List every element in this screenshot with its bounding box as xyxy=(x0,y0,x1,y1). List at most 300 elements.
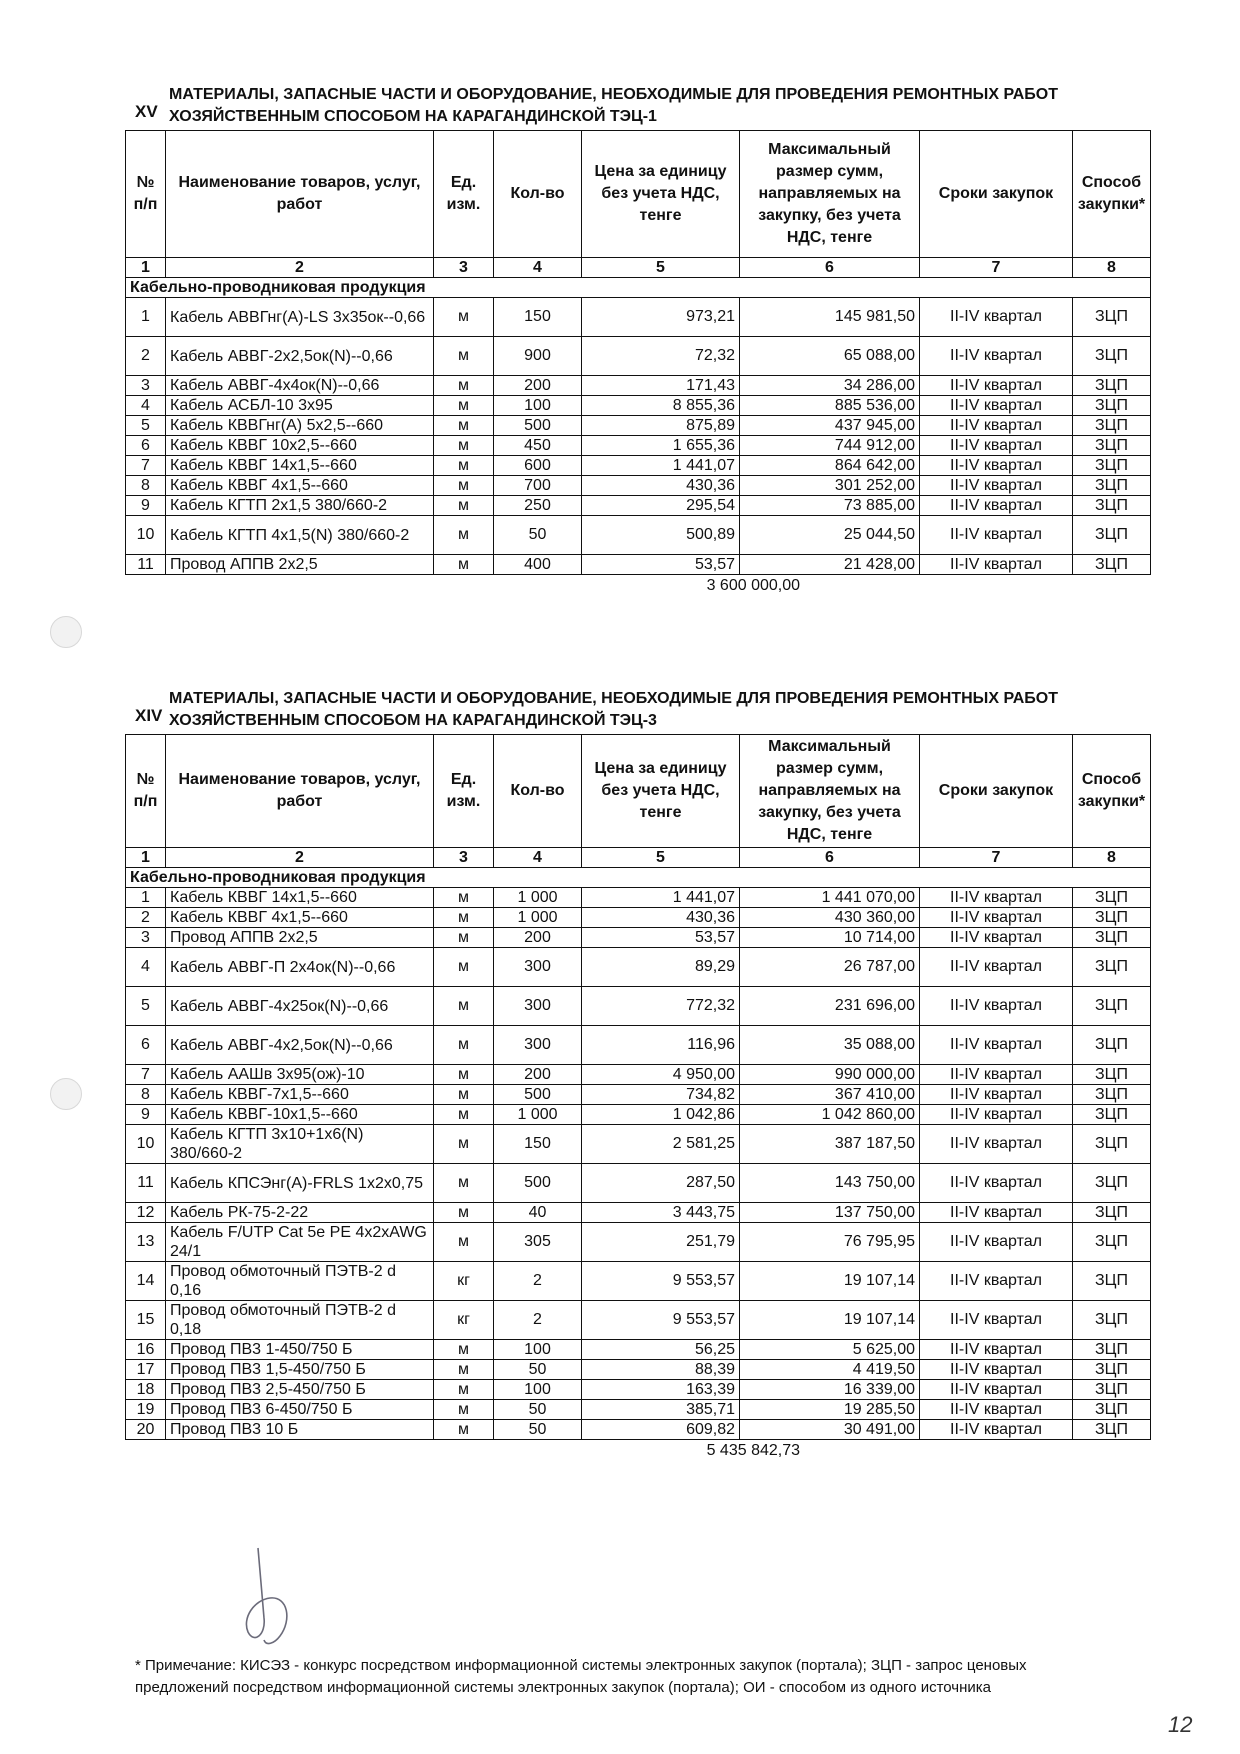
item-quantity: 100 xyxy=(494,396,582,416)
item-unit-price: 53,57 xyxy=(582,555,740,575)
item-quantity: 500 xyxy=(494,416,582,436)
item-purchase-method: ЗЦП xyxy=(1073,376,1151,396)
section-tec1 xyxy=(125,78,1146,599)
item-purchase-method: ЗЦП xyxy=(1073,1125,1151,1164)
item-unit: м xyxy=(434,908,494,928)
item-unit: м xyxy=(434,1085,494,1105)
item-name: Провод АППВ 2х2,5 xyxy=(166,555,434,575)
item-purchase-method: ЗЦП xyxy=(1073,1262,1151,1301)
row-number: 13 xyxy=(126,1223,166,1262)
items-table xyxy=(125,130,1151,575)
item-purchase-method: ЗЦП xyxy=(1073,436,1151,456)
item-purchase-period: II-IV квартал xyxy=(920,1085,1073,1105)
item-quantity: 50 xyxy=(494,516,582,555)
column-number-row xyxy=(126,848,1151,868)
item-unit-price: 9 553,57 xyxy=(582,1301,740,1340)
item-unit-price: 1 042,86 xyxy=(582,1105,740,1125)
item-purchase-period: II-IV квартал xyxy=(920,987,1073,1026)
item-purchase-method: ЗЦП xyxy=(1073,496,1151,516)
item-name: Провод обмоточный ПЭТВ-2 d 0,16 xyxy=(166,1262,434,1301)
item-max-sum: 864 642,00 xyxy=(740,456,920,476)
item-unit-price: 430,36 xyxy=(582,476,740,496)
col-header-price: Цена за единицу без учета НДС, тенге xyxy=(582,131,740,258)
table-row xyxy=(126,496,1151,516)
table-row xyxy=(126,1420,1151,1440)
item-unit-price: 8 855,36 xyxy=(582,396,740,416)
col-header-max-sum: Максимальный размер сумм, направляемых на закупку, без учета НДС, тенге xyxy=(740,735,920,848)
row-number: 3 xyxy=(126,928,166,948)
table-row xyxy=(126,908,1151,928)
col-header-name: Наименование товаров, услуг, работ xyxy=(166,131,434,258)
item-unit: м xyxy=(434,1026,494,1065)
row-number: 5 xyxy=(126,416,166,436)
table-row xyxy=(126,1223,1151,1262)
item-unit: м xyxy=(434,298,494,337)
item-unit: м xyxy=(434,456,494,476)
item-max-sum: 301 252,00 xyxy=(740,476,920,496)
row-number: 3 xyxy=(126,376,166,396)
column-number: 3 xyxy=(434,258,494,278)
item-purchase-period: II-IV квартал xyxy=(920,908,1073,928)
table-row xyxy=(126,1085,1151,1105)
item-purchase-method: ЗЦП xyxy=(1073,1105,1151,1125)
item-purchase-period: II-IV квартал xyxy=(920,436,1073,456)
item-purchase-method: ЗЦП xyxy=(1073,337,1151,376)
item-name: Провод ПВ3 6-450/750 Б xyxy=(166,1400,434,1420)
col-header-no: № п/п xyxy=(126,131,166,258)
item-unit-price: 500,89 xyxy=(582,516,740,555)
item-purchase-period: II-IV квартал xyxy=(920,396,1073,416)
item-unit: м xyxy=(434,555,494,575)
table-row xyxy=(126,1380,1151,1400)
item-unit-price: 973,21 xyxy=(582,298,740,337)
row-number: 17 xyxy=(126,1360,166,1380)
section-total: 5 435 842,73 xyxy=(706,1442,800,1459)
item-unit-price: 116,96 xyxy=(582,1026,740,1065)
section-title-line2: ХОЗЯЙСТВЕННЫМ СПОСОБОМ НА КАРАГАНДИНСКОЙ ТЭЦ-1 xyxy=(169,108,657,125)
section-title-line2: ХОЗЯЙСТВЕННЫМ СПОСОБОМ НА КАРАГАНДИНСКОЙ ТЭЦ-3 xyxy=(169,712,657,729)
table-row xyxy=(126,1262,1151,1301)
section-title xyxy=(169,688,1058,732)
item-unit: кг xyxy=(434,1262,494,1301)
item-quantity: 1 000 xyxy=(494,1105,582,1125)
row-number: 7 xyxy=(126,1065,166,1085)
column-number: 8 xyxy=(1073,258,1151,278)
item-name: Кабель КВВГ-10х1,5--660 xyxy=(166,1105,434,1125)
item-purchase-method: ЗЦП xyxy=(1073,555,1151,575)
table-row xyxy=(126,1065,1151,1085)
item-unit-price: 171,43 xyxy=(582,376,740,396)
column-number-row xyxy=(126,258,1151,278)
item-max-sum: 744 912,00 xyxy=(740,436,920,456)
row-number: 2 xyxy=(126,908,166,928)
column-number: 3 xyxy=(434,848,494,868)
item-purchase-method: ЗЦП xyxy=(1073,298,1151,337)
item-purchase-period: II-IV квартал xyxy=(920,1065,1073,1085)
item-unit-price: 287,50 xyxy=(582,1164,740,1203)
row-number: 16 xyxy=(126,1340,166,1360)
col-header-qty: Кол-во xyxy=(494,131,582,258)
item-max-sum: 4 419,50 xyxy=(740,1360,920,1380)
table-row xyxy=(126,1360,1151,1380)
item-unit: м xyxy=(434,1380,494,1400)
item-purchase-method: ЗЦП xyxy=(1073,516,1151,555)
item-purchase-method: ЗЦП xyxy=(1073,1400,1151,1420)
row-number: 15 xyxy=(126,1301,166,1340)
section-total: 3 600 000,00 xyxy=(706,577,800,594)
category-row xyxy=(126,868,1151,888)
item-name: Кабель КПСЭнг(А)-FRLS 1х2х0,75 xyxy=(166,1164,434,1203)
item-unit: м xyxy=(434,987,494,1026)
item-unit-price: 1 441,07 xyxy=(582,888,740,908)
item-unit: м xyxy=(434,888,494,908)
item-max-sum: 143 750,00 xyxy=(740,1164,920,1203)
item-name: Кабель КГТП 3х10+1х6(N) 380/660-2 xyxy=(166,1125,434,1164)
table-row xyxy=(126,376,1151,396)
item-unit: м xyxy=(434,516,494,555)
item-name: Кабель АВВГ-П 2х4ок(N)--0,66 xyxy=(166,948,434,987)
row-number: 8 xyxy=(126,476,166,496)
column-number: 4 xyxy=(494,848,582,868)
table-header-row xyxy=(126,735,1151,848)
row-number: 1 xyxy=(126,298,166,337)
column-number: 7 xyxy=(920,848,1073,868)
item-unit: м xyxy=(434,1065,494,1085)
col-header-name: Наименование товаров, услуг, работ xyxy=(166,735,434,848)
table-row xyxy=(126,888,1151,908)
item-quantity: 2 xyxy=(494,1301,582,1340)
item-purchase-period: II-IV квартал xyxy=(920,1203,1073,1223)
item-quantity: 50 xyxy=(494,1360,582,1380)
item-purchase-method: ЗЦП xyxy=(1073,416,1151,436)
item-purchase-period: II-IV квартал xyxy=(920,1360,1073,1380)
item-purchase-period: II-IV квартал xyxy=(920,1340,1073,1360)
item-unit-price: 9 553,57 xyxy=(582,1262,740,1301)
item-unit-price: 163,39 xyxy=(582,1380,740,1400)
item-quantity: 40 xyxy=(494,1203,582,1223)
item-quantity: 200 xyxy=(494,376,582,396)
category-row xyxy=(126,278,1151,298)
table-row xyxy=(126,1340,1151,1360)
item-max-sum: 65 088,00 xyxy=(740,337,920,376)
row-number: 18 xyxy=(126,1380,166,1400)
item-unit-price: 875,89 xyxy=(582,416,740,436)
item-unit-price: 88,39 xyxy=(582,1360,740,1380)
item-quantity: 100 xyxy=(494,1380,582,1400)
item-max-sum: 430 360,00 xyxy=(740,908,920,928)
col-header-period: Сроки закупок xyxy=(920,131,1073,258)
item-purchase-method: ЗЦП xyxy=(1073,1085,1151,1105)
item-name: Кабель КВВГ 10х2,5--660 xyxy=(166,436,434,456)
item-max-sum: 387 187,50 xyxy=(740,1125,920,1164)
section-header xyxy=(125,682,1130,734)
item-unit-price: 430,36 xyxy=(582,908,740,928)
handwritten-signature xyxy=(240,1540,310,1650)
table-row xyxy=(126,337,1151,376)
item-unit: м xyxy=(434,1125,494,1164)
item-unit: м xyxy=(434,1203,494,1223)
item-purchase-method: ЗЦП xyxy=(1073,948,1151,987)
item-unit: м xyxy=(434,416,494,436)
item-purchase-period: II-IV квартал xyxy=(920,1301,1073,1340)
row-number: 1 xyxy=(126,888,166,908)
table-row xyxy=(126,476,1151,496)
column-number: 8 xyxy=(1073,848,1151,868)
item-quantity: 500 xyxy=(494,1164,582,1203)
item-quantity: 600 xyxy=(494,456,582,476)
row-number: 9 xyxy=(126,496,166,516)
row-number: 8 xyxy=(126,1085,166,1105)
column-number: 2 xyxy=(166,258,434,278)
punch-hole-bottom xyxy=(50,1078,82,1110)
col-header-method: Способ закупки* xyxy=(1073,131,1151,258)
table-row xyxy=(126,516,1151,555)
item-unit-price: 2 581,25 xyxy=(582,1125,740,1164)
item-purchase-method: ЗЦП xyxy=(1073,1065,1151,1085)
item-quantity: 400 xyxy=(494,555,582,575)
punch-hole-top xyxy=(50,616,82,648)
item-purchase-period: II-IV квартал xyxy=(920,1125,1073,1164)
item-quantity: 450 xyxy=(494,436,582,456)
item-unit-price: 609,82 xyxy=(582,1420,740,1440)
row-number: 5 xyxy=(126,987,166,1026)
item-name: Провод ПВ3 1,5-450/750 Б xyxy=(166,1360,434,1380)
item-max-sum: 25 044,50 xyxy=(740,516,920,555)
item-name: Провод ПВ3 1-450/750 Б xyxy=(166,1340,434,1360)
table-row xyxy=(126,1105,1151,1125)
item-max-sum: 26 787,00 xyxy=(740,948,920,987)
item-purchase-period: II-IV квартал xyxy=(920,376,1073,396)
row-number: 12 xyxy=(126,1203,166,1223)
table-row xyxy=(126,928,1151,948)
item-unit-price: 251,79 xyxy=(582,1223,740,1262)
item-unit-price: 53,57 xyxy=(582,928,740,948)
item-unit: кг xyxy=(434,1301,494,1340)
item-unit-price: 1 655,36 xyxy=(582,436,740,456)
items-table xyxy=(125,734,1151,1440)
row-number: 10 xyxy=(126,1125,166,1164)
item-name: Кабель КВВГ-7х1,5--660 xyxy=(166,1085,434,1105)
item-purchase-period: II-IV квартал xyxy=(920,888,1073,908)
column-number: 5 xyxy=(582,848,740,868)
col-header-max-sum: Максимальный размер сумм, направляемых на закупку, без учета НДС, тенге xyxy=(740,131,920,258)
item-purchase-period: II-IV квартал xyxy=(920,337,1073,376)
item-unit: м xyxy=(434,1340,494,1360)
item-purchase-method: ЗЦП xyxy=(1073,1340,1151,1360)
table-row xyxy=(126,1125,1151,1164)
item-unit: м xyxy=(434,1164,494,1203)
item-name: Кабель КВВГнг(А) 5х2,5--660 xyxy=(166,416,434,436)
item-max-sum: 137 750,00 xyxy=(740,1203,920,1223)
item-unit-price: 734,82 xyxy=(582,1085,740,1105)
column-number: 1 xyxy=(126,258,166,278)
col-header-qty: Кол-во xyxy=(494,735,582,848)
item-name: Провод АППВ 2х2,5 xyxy=(166,928,434,948)
column-number: 4 xyxy=(494,258,582,278)
item-purchase-period: II-IV квартал xyxy=(920,298,1073,337)
item-quantity: 150 xyxy=(494,1125,582,1164)
section-title-line1: МАТЕРИАЛЫ, ЗАПАСНЫЕ ЧАСТИ И ОБОРУДОВАНИЕ, НЕОБХОДИМЫЕ ДЛЯ ПРОВЕДЕНИЯ РЕМОНТНЫХ РАБОТ xyxy=(169,86,1058,103)
column-number: 7 xyxy=(920,258,1073,278)
item-quantity: 1 000 xyxy=(494,888,582,908)
item-purchase-method: ЗЦП xyxy=(1073,1164,1151,1203)
column-number: 1 xyxy=(126,848,166,868)
item-quantity: 300 xyxy=(494,987,582,1026)
row-number: 2 xyxy=(126,337,166,376)
row-number: 7 xyxy=(126,456,166,476)
item-quantity: 2 xyxy=(494,1262,582,1301)
item-unit: м xyxy=(434,1420,494,1440)
item-purchase-period: II-IV квартал xyxy=(920,1164,1073,1203)
table-row xyxy=(126,948,1151,987)
item-purchase-method: ЗЦП xyxy=(1073,1420,1151,1440)
column-number: 6 xyxy=(740,258,920,278)
col-header-period: Сроки закупок xyxy=(920,735,1073,848)
item-purchase-method: ЗЦП xyxy=(1073,1301,1151,1340)
table-row xyxy=(126,1026,1151,1065)
item-max-sum: 30 491,00 xyxy=(740,1420,920,1440)
item-max-sum: 990 000,00 xyxy=(740,1065,920,1085)
category-label: Кабельно-проводниковая продукция xyxy=(126,868,1151,888)
table-row xyxy=(126,436,1151,456)
item-unit: м xyxy=(434,496,494,516)
item-purchase-period: II-IV квартал xyxy=(920,1026,1073,1065)
section-tec3 xyxy=(125,682,1146,1464)
item-max-sum: 145 981,50 xyxy=(740,298,920,337)
item-unit: м xyxy=(434,436,494,456)
item-unit-price: 1 441,07 xyxy=(582,456,740,476)
item-unit: м xyxy=(434,476,494,496)
item-max-sum: 10 714,00 xyxy=(740,928,920,948)
item-purchase-period: II-IV квартал xyxy=(920,516,1073,555)
row-number: 9 xyxy=(126,1105,166,1125)
item-name: Кабель КВВГ 14х1,5--660 xyxy=(166,888,434,908)
table-row xyxy=(126,396,1151,416)
row-number: 11 xyxy=(126,555,166,575)
item-max-sum: 885 536,00 xyxy=(740,396,920,416)
item-purchase-period: II-IV квартал xyxy=(920,496,1073,516)
table-row xyxy=(126,555,1151,575)
col-header-unit: Ед. изм. xyxy=(434,735,494,848)
item-purchase-period: II-IV квартал xyxy=(920,456,1073,476)
item-quantity: 300 xyxy=(494,948,582,987)
item-max-sum: 5 625,00 xyxy=(740,1340,920,1360)
item-unit-price: 295,54 xyxy=(582,496,740,516)
item-quantity: 150 xyxy=(494,298,582,337)
section-title xyxy=(169,84,1058,128)
item-purchase-method: ЗЦП xyxy=(1073,476,1151,496)
item-name: Кабель АВВГ-4х4ок(N)--0,66 xyxy=(166,376,434,396)
item-unit: м xyxy=(434,1360,494,1380)
item-name: Кабель АВВГ-4х2,5ок(N)--0,66 xyxy=(166,1026,434,1065)
item-unit-price: 56,25 xyxy=(582,1340,740,1360)
row-number: 6 xyxy=(126,1026,166,1065)
item-purchase-method: ЗЦП xyxy=(1073,928,1151,948)
section-roman-number: XIV xyxy=(135,706,163,725)
column-number: 2 xyxy=(166,848,434,868)
table-row xyxy=(126,1203,1151,1223)
item-max-sum: 35 088,00 xyxy=(740,1026,920,1065)
row-number: 6 xyxy=(126,436,166,456)
item-unit-price: 89,29 xyxy=(582,948,740,987)
item-unit: м xyxy=(434,928,494,948)
table-row xyxy=(126,416,1151,436)
item-quantity: 100 xyxy=(494,1340,582,1360)
item-name: Кабель КВВГ 4х1,5--660 xyxy=(166,908,434,928)
item-quantity: 305 xyxy=(494,1223,582,1262)
item-name: Провод ПВ3 10 Б xyxy=(166,1420,434,1440)
item-name: Кабель КГТП 4х1,5(N) 380/660-2 xyxy=(166,516,434,555)
item-purchase-period: II-IV квартал xyxy=(920,1262,1073,1301)
table-row xyxy=(126,987,1151,1026)
item-max-sum: 19 107,14 xyxy=(740,1301,920,1340)
item-purchase-method: ЗЦП xyxy=(1073,1380,1151,1400)
table-row xyxy=(126,456,1151,476)
item-purchase-method: ЗЦП xyxy=(1073,1203,1151,1223)
item-quantity: 50 xyxy=(494,1400,582,1420)
item-quantity: 50 xyxy=(494,1420,582,1440)
item-unit: м xyxy=(434,948,494,987)
item-quantity: 900 xyxy=(494,337,582,376)
col-header-unit: Ед. изм. xyxy=(434,131,494,258)
item-purchase-period: II-IV квартал xyxy=(920,1380,1073,1400)
item-purchase-period: II-IV квартал xyxy=(920,948,1073,987)
page-number: 12 xyxy=(1168,1712,1193,1737)
item-unit-price: 4 950,00 xyxy=(582,1065,740,1085)
item-purchase-period: II-IV квартал xyxy=(920,1400,1073,1420)
item-name: Кабель РК-75-2-22 xyxy=(166,1203,434,1223)
item-purchase-period: II-IV квартал xyxy=(920,1420,1073,1440)
item-max-sum: 73 885,00 xyxy=(740,496,920,516)
item-purchase-method: ЗЦП xyxy=(1073,908,1151,928)
section-header xyxy=(125,78,1130,130)
section-roman-number: XV xyxy=(135,102,158,121)
item-unit: м xyxy=(434,396,494,416)
item-purchase-method: ЗЦП xyxy=(1073,1360,1151,1380)
item-quantity: 1 000 xyxy=(494,908,582,928)
item-purchase-method: ЗЦП xyxy=(1073,888,1151,908)
col-header-price: Цена за единицу без учета НДС, тенге xyxy=(582,735,740,848)
table-header-row xyxy=(126,131,1151,258)
item-purchase-period: II-IV квартал xyxy=(920,928,1073,948)
row-number: 20 xyxy=(126,1420,166,1440)
footnote xyxy=(135,1655,1095,1699)
table-row xyxy=(126,1400,1151,1420)
item-quantity: 500 xyxy=(494,1085,582,1105)
row-number: 4 xyxy=(126,948,166,987)
item-quantity: 250 xyxy=(494,496,582,516)
item-max-sum: 21 428,00 xyxy=(740,555,920,575)
item-max-sum: 231 696,00 xyxy=(740,987,920,1026)
table-row xyxy=(126,1301,1151,1340)
item-name: Кабель АВВГ-4х25ок(N)--0,66 xyxy=(166,987,434,1026)
item-max-sum: 367 410,00 xyxy=(740,1085,920,1105)
row-number: 10 xyxy=(126,516,166,555)
table-row xyxy=(126,1164,1151,1203)
item-max-sum: 1 042 860,00 xyxy=(740,1105,920,1125)
item-max-sum: 16 339,00 xyxy=(740,1380,920,1400)
col-header-no: № п/п xyxy=(126,735,166,848)
item-unit-price: 385,71 xyxy=(582,1400,740,1420)
item-max-sum: 437 945,00 xyxy=(740,416,920,436)
item-unit: м xyxy=(434,337,494,376)
row-number: 4 xyxy=(126,396,166,416)
item-purchase-period: II-IV квартал xyxy=(920,1105,1073,1125)
item-purchase-method: ЗЦП xyxy=(1073,1223,1151,1262)
item-quantity: 200 xyxy=(494,928,582,948)
item-max-sum: 76 795,95 xyxy=(740,1223,920,1262)
item-name: Кабель КВВГ 14х1,5--660 xyxy=(166,456,434,476)
